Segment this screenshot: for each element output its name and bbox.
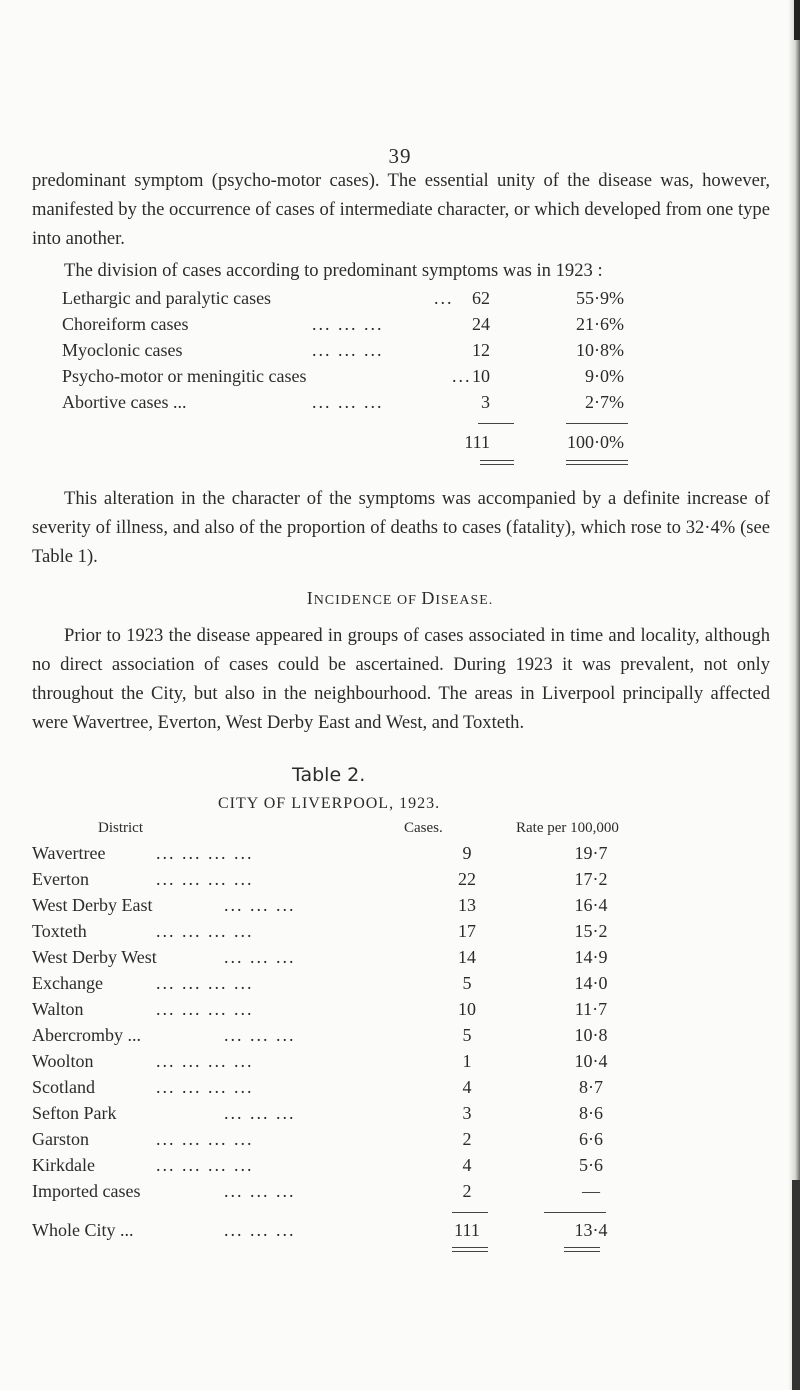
table-row [32,1077,772,1103]
table-row [32,973,772,999]
district-name: Scotland [32,1077,95,1097]
district-name: Imported cases [32,1181,141,1201]
table-row [32,1155,772,1181]
district-name: Everton [32,869,89,889]
district-rate: 14·0 [574,973,608,993]
district-rate: 16·4 [574,895,608,915]
district-name: West Derby West [32,947,157,967]
district-rate: 19·7 [574,843,608,863]
district-cases: 9 [462,843,472,863]
district-rate: — [582,1181,600,1201]
leader-dots: ... ... ... ... [156,1129,254,1149]
subtotal-rule-count [478,423,514,424]
leader-dots: ... ... ... ... [156,843,254,863]
district-cases: 2 [462,1181,472,1201]
district-rate: 8·7 [579,1077,603,1097]
district-cases: 5 [462,973,472,993]
subtotal-rule-percent [566,423,628,424]
district-rate: 8·6 [579,1103,603,1123]
table2-col-rate: Rate per 100,000 [516,820,619,836]
district-cases: 13 [458,895,476,915]
district-name: Walton [32,999,84,1019]
district-cases: 2 [462,1129,472,1149]
symptom-label: Lethargic and paralytic cases [62,288,272,308]
district-rate: 10·8 [574,1025,608,1045]
table-row [32,947,772,973]
table-row [32,1129,772,1155]
leader-dots: ... ... ... ... [156,973,254,993]
district-rate: 6·6 [579,1129,603,1149]
page-number: 39 [388,144,412,168]
symptom-count: 12 [472,340,490,360]
symptom-percent: 21·6% [576,314,624,334]
district-cases: 14 [458,947,476,967]
symptom-percent: 10·8% [576,340,624,360]
district-cases: 10 [458,999,476,1019]
total-double-rule-rate [564,1247,600,1252]
district-name: Wavertree [32,843,106,863]
page-edge-mark-bottom [792,1180,800,1390]
district-name: Abercromby ... [32,1025,141,1045]
table2-title: Table 2. [292,764,366,786]
symptoms-total-row [62,432,702,458]
heading-initial-2: D [421,588,436,608]
leader-dots: ... ... ... ... [156,999,254,1019]
district-cases: 22 [458,869,476,889]
paragraph-incidence: Prior to 1923 the disease appeared in groups of cases associated in time and locality, although no direct association of cases could be ascertained. During 1923 it was prevalent, not only throughout the City, but also in the neighbourhood. The areas in Liverpool principally affected were Wavertree, Everton, West Derby East and West, and Toxteth. [32,625,770,733]
total-label: Whole City ... [32,1220,134,1240]
leader-dots: ... ... ... [312,314,384,334]
heading-smallcaps-1: NCIDENCE OF [313,593,422,608]
symptom-count: 62 [472,288,490,308]
paragraph-alteration: This alteration in the character of the symptoms was accompanied by a definite increase of severity of illness, and also of the proportion of deaths to cases (fatality), which rose to 32·4% (see Table 1). [32,488,770,567]
symptoms-row [62,314,702,340]
symptoms-row [62,340,702,366]
symptom-label: Myoclonic cases [62,340,183,360]
district-rate: 10·4 [574,1051,608,1071]
symptom-label: Abortive cases ... [62,392,187,412]
table-row [32,869,772,895]
symptom-percent: 55·9% [576,288,624,308]
district-rate: 11·7 [574,999,608,1019]
district-name: Kirkdale [32,1155,95,1175]
table2-subtitle: CITY OF LIVERPOOL, 1923. [218,795,441,812]
district-name: Garston [32,1129,89,1149]
leader-dots: ... ... ... ... [156,1077,254,1097]
subtotal-rule-rate [544,1212,606,1213]
district-name: Woolton [32,1051,94,1071]
total-rate: 13·4 [574,1220,608,1240]
leader-dots: ... ... ... ... [156,869,254,889]
table2-col-cases: Cases. [404,820,443,836]
table-row [32,895,772,921]
symptoms-row [62,392,702,418]
table-row [32,843,772,869]
total-cases: 111 [454,1220,480,1240]
symptom-total-count: 111 [464,432,490,452]
symptom-total-percent: 100·0% [567,432,624,452]
leader-dots: ... ... ... [224,1025,296,1045]
district-rate: 17·2 [574,869,608,889]
heading-initial-1: I [306,588,314,608]
leader-dots: ... ... ... ... [156,921,254,941]
total-double-rule-percent [566,460,628,465]
page-edge-mark-top [794,0,800,40]
leader-dots: ... ... ... [224,1220,296,1240]
heading-smallcaps-2: ISEASE. [435,593,494,608]
district-cases: 4 [462,1077,472,1097]
total-double-rule-cases [452,1247,488,1252]
leader-dots: ... ... ... [224,1181,296,1201]
symptom-label: Psycho-motor or meningitic cases [62,366,307,386]
symptom-count: 10 [472,366,490,386]
leader-dots: ... ... ... [224,1103,296,1123]
district-cases: 1 [462,1051,472,1071]
district-rate: 14·9 [574,947,608,967]
table-row [32,1103,772,1129]
leader-dots: ... ... ... ... [156,1155,254,1175]
symptoms-row [62,366,702,392]
table2-col-district: District [98,820,143,836]
symptoms-row [62,288,702,314]
leader-dots: ... ... ... [312,340,384,360]
district-name: Sefton Park [32,1103,117,1123]
table-row [32,921,772,947]
symptom-count: 3 [481,392,490,412]
district-cases: 5 [462,1025,472,1045]
symptom-label: Choreiform cases [62,314,189,334]
table-row [32,999,772,1025]
leader-dots: ... [434,288,454,308]
table-row [32,1051,772,1077]
leader-dots: ... ... ... [312,392,384,412]
table-row [32,1181,772,1207]
paragraph-symptom-unity: predominant symptom (psycho-motor cases). The essential unity of the disease was, however, manifested by the occurrence of cases of intermediate character, or which developed from one type into another. [32,170,770,249]
leader-dots: ... ... ... [224,947,296,967]
total-double-rule-count [480,460,514,465]
district-name: Toxteth [32,921,87,941]
district-rate: 5·6 [579,1155,603,1175]
district-rate: 15·2 [574,921,608,941]
district-cases: 17 [458,921,476,941]
symptom-percent: 9·0% [585,366,624,386]
section-heading [0,588,800,609]
district-cases: 4 [462,1155,472,1175]
district-cases: 3 [462,1103,472,1123]
table-total-row [32,1220,772,1246]
leader-dots: ... [452,366,472,386]
symptoms-intro: The division of cases according to predominant symptoms was in 1923 : [64,260,603,281]
symptom-count: 24 [472,314,490,334]
leader-dots: ... ... ... [224,895,296,915]
subtotal-rule-cases [452,1212,488,1213]
table-row [32,1025,772,1051]
district-name: West Derby East [32,895,153,915]
symptom-percent: 2·7% [585,392,624,412]
district-name: Exchange [32,973,103,993]
leader-dots: ... ... ... ... [156,1051,254,1071]
